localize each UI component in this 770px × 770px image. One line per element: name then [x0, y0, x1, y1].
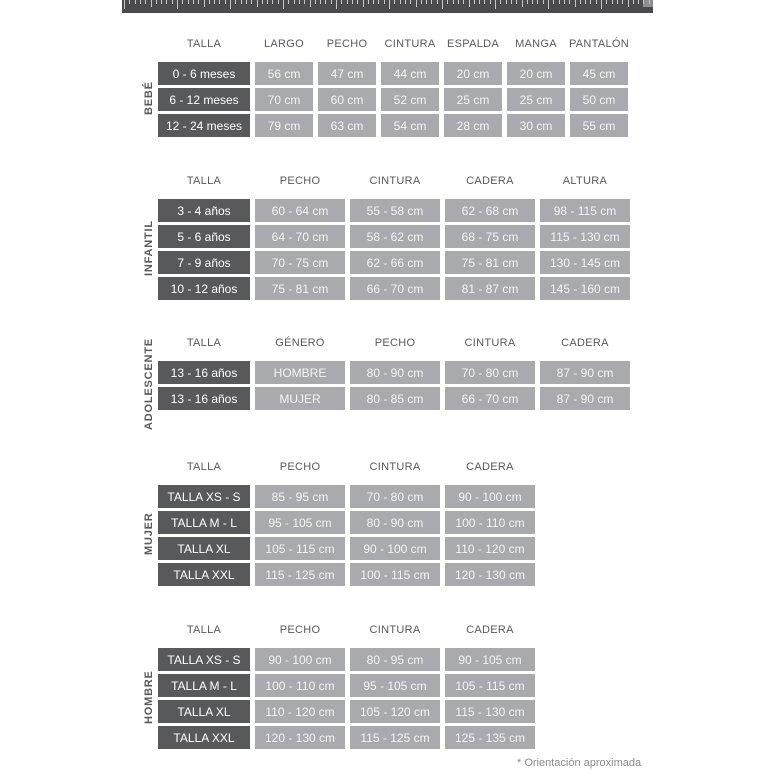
size-label-cell: 13 - 16 años — [158, 387, 250, 410]
ruler-tick — [331, 0, 332, 4]
ruler-tick — [368, 0, 369, 4]
ruler-tick — [463, 0, 464, 4]
measurement-cell: 54 cm — [381, 114, 439, 137]
measurement-cell: 115 - 125 cm — [255, 563, 345, 586]
column-header: CINTURA — [369, 175, 421, 187]
measurement-cell: 90 - 100 cm — [445, 485, 535, 508]
measurement-cell: 20 cm — [507, 62, 565, 85]
ruler-tick — [389, 0, 390, 9]
measurement-cell: 105 - 115 cm — [255, 537, 345, 560]
ruler-tick — [506, 0, 507, 4]
ruler-tick — [537, 0, 538, 4]
size-label-cell: 0 - 6 meses — [158, 62, 250, 85]
measurement-cell: 25 cm — [507, 88, 565, 111]
measurement-cell: 100 - 115 cm — [350, 563, 440, 586]
ruler-tick — [151, 0, 152, 7]
ruler-tick — [283, 0, 284, 9]
column-header: ESPALDA — [446, 38, 500, 50]
section-label-mujer: MUJER — [143, 512, 155, 556]
ruler-tick — [384, 0, 385, 4]
size-table-grid — [158, 336, 630, 410]
ruler-tick — [225, 0, 226, 4]
ruler-tick — [416, 0, 417, 7]
measurement-cell: 110 - 120 cm — [255, 700, 345, 723]
size-label-cell: 7 - 9 años — [158, 251, 250, 274]
column-header: TALLA — [186, 624, 222, 636]
ruler-tick — [575, 0, 576, 7]
measurement-cell: 130 - 145 cm — [540, 251, 630, 274]
measurement-cell: 87 - 90 cm — [540, 361, 630, 384]
ruler-tick — [543, 0, 544, 4]
ruler-tick — [336, 0, 337, 9]
ruler-tick — [638, 0, 639, 4]
ruler-tick — [161, 0, 162, 4]
ruler-tick — [209, 0, 210, 4]
ruler-tick — [166, 0, 167, 4]
ruler-tick — [320, 0, 321, 4]
measurement-cell: 115 - 130 cm — [445, 700, 535, 723]
measuring-tape-icon — [122, 0, 653, 13]
measurement-cell: 56 cm — [255, 62, 313, 85]
measurement-cell: 70 - 80 cm — [445, 361, 535, 384]
ruler-tick — [304, 0, 305, 4]
measurement-cell: 66 - 70 cm — [350, 277, 440, 300]
size-table-hombre — [140, 623, 535, 749]
column-header: CADERA — [466, 461, 514, 473]
measurement-cell: 90 - 100 cm — [255, 648, 345, 671]
ruler-tick — [617, 0, 618, 4]
ruler-tick — [267, 0, 268, 4]
measurement-cell: 120 - 130 cm — [255, 726, 345, 749]
measurement-cell: 52 cm — [381, 88, 439, 111]
column-header: MANGA — [515, 38, 557, 50]
column-header: CADERA — [561, 337, 609, 349]
measurement-cell: 90 - 105 cm — [445, 648, 535, 671]
ruler-tick — [643, 0, 644, 4]
measurement-cell: 63 cm — [318, 114, 376, 137]
column-header: PECHO — [374, 337, 416, 349]
ruler-tick — [564, 0, 565, 4]
measurement-cell: 62 - 66 cm — [350, 251, 440, 274]
measurement-cell: 50 cm — [570, 88, 628, 111]
ruler-tick — [633, 0, 634, 4]
measurement-cell: 79 cm — [255, 114, 313, 137]
ruler-tick — [129, 0, 130, 4]
ruler-tick — [628, 0, 629, 7]
measurement-cell: 98 - 115 cm — [540, 199, 630, 222]
column-header: CINTURA — [464, 337, 516, 349]
size-label-cell: TALLA XS - S — [158, 648, 250, 671]
ruler-tick — [522, 0, 523, 7]
measurement-cell: 85 - 95 cm — [255, 485, 345, 508]
measurement-cell: 115 - 130 cm — [540, 225, 630, 248]
ruler-tick — [235, 0, 236, 4]
column-header: PECHO — [279, 461, 321, 473]
measurement-cell: 70 cm — [255, 88, 313, 111]
ruler-tick — [230, 0, 231, 9]
measurement-cell: 64 - 70 cm — [255, 225, 345, 248]
measurement-cell: 66 - 70 cm — [445, 387, 535, 410]
measurement-cell: 90 - 100 cm — [350, 537, 440, 560]
size-table-grid — [158, 37, 628, 137]
ruler-tick — [172, 0, 173, 4]
ruler-tick — [500, 0, 501, 4]
size-table-infantil — [140, 174, 630, 300]
ruler-tick — [262, 0, 263, 4]
ruler-tick — [140, 0, 141, 4]
ruler-tick — [363, 0, 364, 7]
section-label-bebe: BEBÉ — [143, 81, 155, 115]
ruler-tick — [394, 0, 395, 4]
measurement-cell: 20 cm — [444, 62, 502, 85]
column-header: TALLA — [186, 175, 222, 187]
measurement-cell: 100 - 110 cm — [445, 511, 535, 534]
ruler-tick — [532, 0, 533, 4]
measurement-cell: 62 - 68 cm — [445, 199, 535, 222]
column-header: TALLA — [186, 461, 222, 473]
measurement-cell: 68 - 75 cm — [445, 225, 535, 248]
size-label-cell: TALLA XS - S — [158, 485, 250, 508]
ruler-tick — [426, 0, 427, 4]
column-header: CINTURA — [369, 461, 421, 473]
ruler-tick — [156, 0, 157, 4]
measurement-cell: 30 cm — [507, 114, 565, 137]
size-table-adolescente — [140, 336, 630, 430]
measurement-cell: 115 - 125 cm — [350, 726, 440, 749]
column-header: CADERA — [466, 175, 514, 187]
measurement-cell: 100 - 110 cm — [255, 674, 345, 697]
column-header: GÉNERO — [275, 337, 325, 349]
ruler-tick — [135, 0, 136, 4]
measurement-cell: 25 cm — [444, 88, 502, 111]
ruler-tick — [490, 0, 491, 4]
ruler-tick — [437, 0, 438, 4]
measurement-cell: 60 - 64 cm — [255, 199, 345, 222]
ruler-tick — [257, 0, 258, 7]
measurement-cell: 145 - 160 cm — [540, 277, 630, 300]
size-table-grid — [158, 460, 535, 586]
measurement-cell: 60 cm — [318, 88, 376, 111]
ruler-tick — [204, 0, 205, 7]
measurement-cell: 95 - 105 cm — [350, 674, 440, 697]
ruler-tick — [469, 0, 470, 7]
ruler-tick — [341, 0, 342, 4]
measurement-cell: HOMBRE — [255, 361, 345, 384]
size-table-grid — [158, 623, 535, 749]
ruler-tick — [299, 0, 300, 4]
ruler-tick — [214, 0, 215, 4]
ruler-tick — [198, 0, 199, 4]
size-label-cell: TALLA M - L — [158, 511, 250, 534]
measurement-cell: 80 - 95 cm — [350, 648, 440, 671]
measurement-cell: 47 cm — [318, 62, 376, 85]
ruler-tick — [622, 0, 623, 4]
ruler-tick — [145, 0, 146, 4]
ruler-tick — [378, 0, 379, 4]
measurement-cell: 75 - 81 cm — [445, 251, 535, 274]
ruler-tick — [124, 0, 125, 9]
measurement-cell: MUJER — [255, 387, 345, 410]
ruler-tick — [612, 0, 613, 4]
ruler-tick — [310, 0, 311, 7]
ruler-tick — [606, 0, 607, 4]
size-label-cell: TALLA M - L — [158, 674, 250, 697]
column-header: PECHO — [279, 624, 321, 636]
ruler-tick — [294, 0, 295, 4]
column-header: TALLA — [186, 38, 222, 50]
measurement-cell: 125 - 135 cm — [445, 726, 535, 749]
column-header: ALTURA — [562, 175, 608, 187]
ruler-tick — [458, 0, 459, 4]
size-label-cell: 10 - 12 años — [158, 277, 250, 300]
measurement-cell: 44 cm — [381, 62, 439, 85]
ruler-tick — [479, 0, 480, 4]
ruler-tick — [251, 0, 252, 4]
size-label-cell: 12 - 24 meses — [158, 114, 250, 137]
ruler-tick — [474, 0, 475, 4]
column-header: CINTURA — [369, 624, 421, 636]
section-label-adolescente: ADOLESCENTE — [143, 338, 155, 430]
ruler-tick — [325, 0, 326, 4]
size-table-mujer — [140, 460, 535, 586]
size-label-cell: 13 - 16 años — [158, 361, 250, 384]
ruler-tick — [447, 0, 448, 4]
ruler-tick — [352, 0, 353, 4]
measurement-cell: 80 - 90 cm — [350, 361, 440, 384]
ruler-tick — [182, 0, 183, 4]
size-label-cell: 3 - 4 años — [158, 199, 250, 222]
size-table-grid — [158, 174, 630, 300]
ruler-tick — [373, 0, 374, 4]
ruler-tick — [527, 0, 528, 4]
ruler-tick — [410, 0, 411, 4]
ruler-tick — [580, 0, 581, 4]
section-label-hombre: HOMBRE — [143, 670, 155, 724]
ruler-tick — [484, 0, 485, 4]
ruler-tick — [569, 0, 570, 4]
ruler-tick — [347, 0, 348, 4]
measurement-cell: 28 cm — [444, 114, 502, 137]
measurement-cell: 105 - 120 cm — [350, 700, 440, 723]
measurement-cell: 80 - 85 cm — [350, 387, 440, 410]
measurement-cell: 70 - 75 cm — [255, 251, 345, 274]
measurement-cell: 80 - 90 cm — [350, 511, 440, 534]
size-label-cell: TALLA XL — [158, 700, 250, 723]
ruler-tick — [495, 0, 496, 9]
ruler-tick — [177, 0, 178, 9]
ruler-tick — [219, 0, 220, 4]
measurement-cell: 95 - 105 cm — [255, 511, 345, 534]
ruler-tick — [442, 0, 443, 9]
column-header: PECHO — [326, 38, 368, 50]
ruler-tick — [405, 0, 406, 4]
ruler-tick — [601, 0, 602, 9]
ruler-tick — [590, 0, 591, 4]
ruler-tick — [511, 0, 512, 4]
ruler-tick — [288, 0, 289, 4]
size-label-cell: TALLA XXL — [158, 726, 250, 749]
size-table-bebe — [140, 37, 628, 137]
ruler-tick — [315, 0, 316, 4]
size-label-cell: TALLA XXL — [158, 563, 250, 586]
measurement-cell: 58 - 62 cm — [350, 225, 440, 248]
size-label-cell: TALLA XL — [158, 537, 250, 560]
column-header: PANTALÓN — [568, 38, 630, 50]
ruler-tick — [188, 0, 189, 4]
ruler-tick — [453, 0, 454, 4]
ruler-tick — [193, 0, 194, 4]
ruler-tick — [400, 0, 401, 4]
ruler-tick — [278, 0, 279, 4]
ruler-tick — [596, 0, 597, 4]
ruler-tick — [585, 0, 586, 4]
ruler-tick — [548, 0, 549, 9]
size-label-cell: 6 - 12 meses — [158, 88, 250, 111]
ruler-tick — [241, 0, 242, 4]
ruler-tick — [357, 0, 358, 4]
ruler-tick — [649, 0, 650, 4]
ruler-tick — [272, 0, 273, 4]
measurement-cell: 105 - 115 cm — [445, 674, 535, 697]
ruler-tick — [559, 0, 560, 4]
column-header: TALLA — [186, 337, 222, 349]
measurement-cell: 55 cm — [570, 114, 628, 137]
measurement-cell: 120 - 130 cm — [445, 563, 535, 586]
ruler-tick — [516, 0, 517, 4]
section-label-infantil: INFANTIL — [143, 220, 155, 276]
ruler-tick — [553, 0, 554, 4]
measurement-cell: 70 - 80 cm — [350, 485, 440, 508]
column-header: PECHO — [279, 175, 321, 187]
size-label-cell: 5 - 6 años — [158, 225, 250, 248]
measurement-cell: 45 cm — [570, 62, 628, 85]
ruler-tick — [246, 0, 247, 4]
column-header: LARGO — [263, 38, 304, 50]
measurement-cell: 110 - 120 cm — [445, 537, 535, 560]
ruler-tick — [421, 0, 422, 4]
column-header: CINTURA — [384, 38, 436, 50]
column-header: CADERA — [466, 624, 514, 636]
approximate-orientation-footnote: * Orientación aproximada — [517, 757, 642, 769]
ruler-tick — [431, 0, 432, 4]
measurement-cell: 75 - 81 cm — [255, 277, 345, 300]
measurement-cell: 87 - 90 cm — [540, 387, 630, 410]
measurement-cell: 55 - 58 cm — [350, 199, 440, 222]
measurement-cell: 81 - 87 cm — [445, 277, 535, 300]
